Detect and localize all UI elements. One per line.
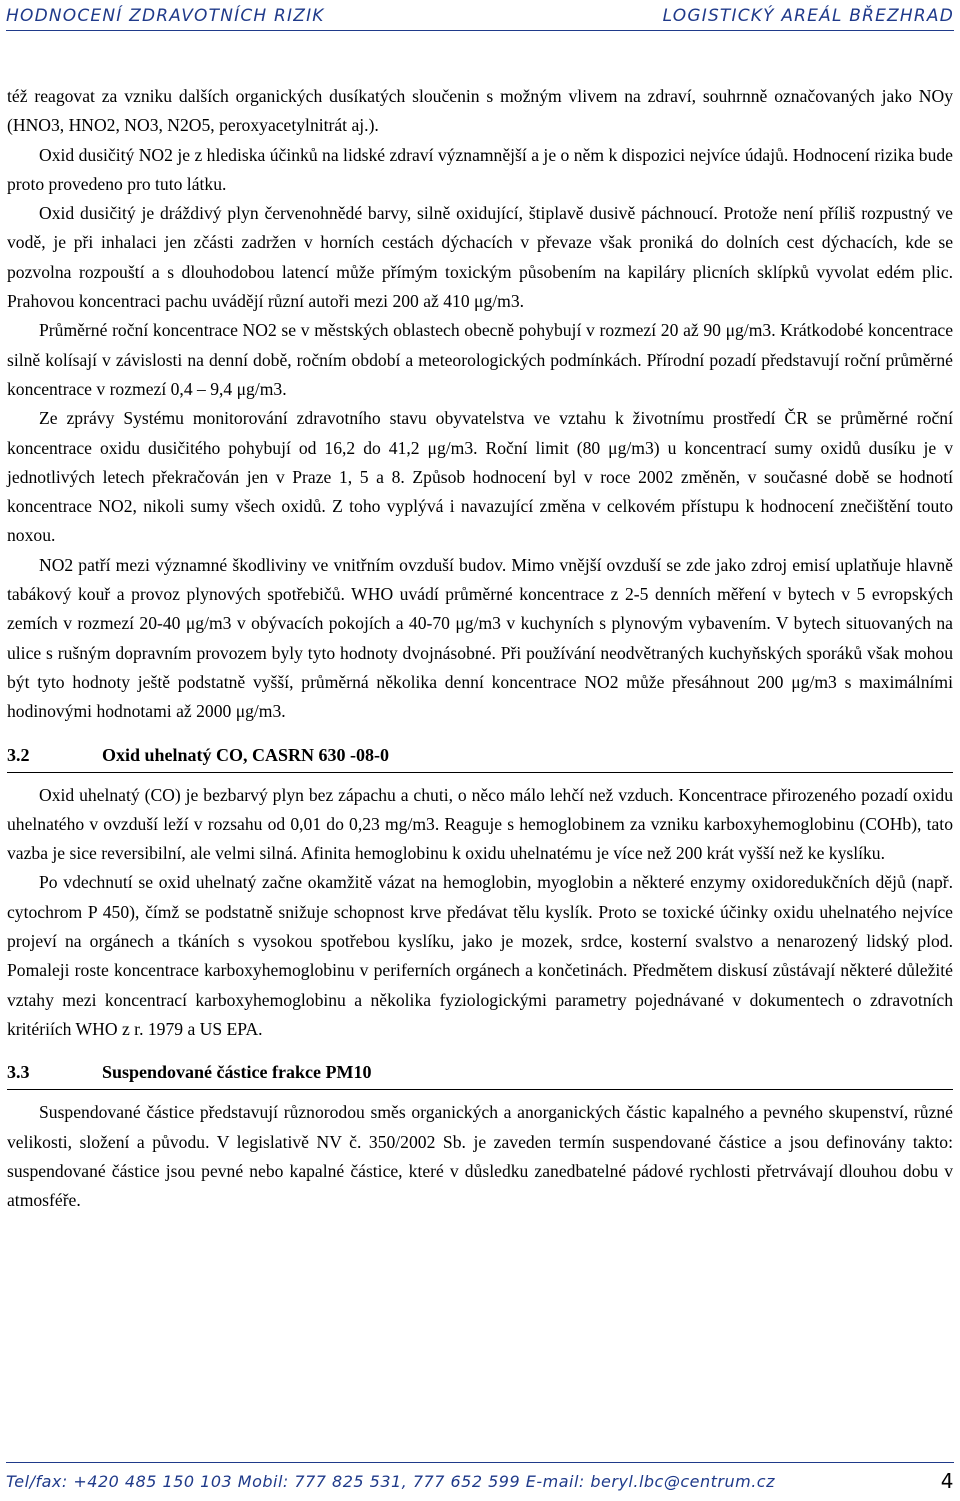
section-3-2-paragraph-2: Po vdechnutí se oxid uhelnatý začne okamžitě vázat na hemoglobin, myoglobin a některé enzymy oxidoredukčních dějů (např. cytochrom P 450), čímž se podstatně snižuje schopnost krve předávat tělu kyslík. Proto se toxické účinky oxidu uhelnatého nejvíce projeví na orgánech a tkáních s vysokou spotřebou kyslíku, jako je mozek, srdce, kosterní svalstvo a nenarozený lidský plod. Pomaleji roste koncentrace karboxyhemoglobinu v periferních orgánech a končetinách. Předmětem diskusí zůstávají některé důležité vztahy mezi koncentrací karboxyhemoglobinu a několika fyziologickými parametry pojednávané v dokumentech o zdravotních kritériích WHO z r. 1979 a US EPA.	[7, 872, 953, 1039]
paragraph-6: NO2 patří mezi významné škodliviny ve vnitřním ovzduší budov. Mimo vnější ovzduší se zde jako zdroj emisí uplatňuje hlavně tabákový kouř a provoz plynových spotřebičů. WHO uvádí průměrné koncentrace z 2-5 denních měření v bytech v 5 evropských zemích v rozmezí 20-40 μg/m3 v obývacích pokojích a 40-70 μg/m3 v kuchyních s plynovým vybavením. V bytech situovaných na ulice s rušným dopravním provozem byly tyto hodnoty dvojnásobné. Při používání neodvětraných kuchyňských sporáků však mohou být tyto hodnoty ještě podstatně vyšší, průměrná několika denní koncentrace NO2 může přesáhnout 200 μg/m3 s maximálními hodinovými hodnotami až 2000 μg/m3.	[7, 554, 953, 722]
paragraph-3: Oxid dusičitý je dráždivý plyn červenohnědé barvy, silně oxidující, štiplavě dusivě páchnoucí. Protože není příliš rozpustný ve vodě, je při inhalaci jen zčásti zadržen v horních cestách dýchacích v převaze však proniká do dolních cest dýchacích, kde se pozvolna rozpouští a s dlouhodobou latencí může přímým toxickým působením na kapiláry plicních sklípků vyvolat edém plic. Prahovou koncentraci pachu uvádějí různí autoři mezi 200 až 410 μg/m3.	[7, 203, 953, 312]
paragraph-2: Oxid dusičitý NO2 je z hlediska účinků na lidské zdraví významnější a je o něm k dispozici nejvíce údajů. Hodnocení rizika bude proto provedeno pro tuto látku.	[7, 144, 953, 194]
paragraph-1: též reagovat za vzniku dalších organických dusíkatých sloučenin s možným vlivem na zdraví, souhrnně označovaných jako NOy (HNO3, HNO2, NO3, N2O5, peroxyacetylnitrát aj.).	[7, 86, 953, 136]
section-title: Suspendované částice frakce PM10	[102, 1062, 372, 1083]
section-title: Oxid uhelnatý CO, CASRN 630 -08-0	[102, 744, 390, 765]
section-number: 3.2	[7, 744, 30, 765]
paragraph-5: Ze zprávy Systému monitorování zdravotního stavu obyvatelstva ve vztahu k životnímu prostředí ČR se průměrné roční koncentrace oxidu dusičitého pohybují od 16,2 do 41,2 μg/m3. Roční limit (80 μg/m3) u koncentrací sumy oxidů dusíku je v jednotlivých letech překračován jen v Praze 1, 5 a 8. Způsob hodnocení byl v roce 2002 změněn, v současné době se hodnotí koncentrace NO2, nikoli sumy všech oxidů. Z toho vyplývá i navazující změna v celkovém přístupu k hodnocení znečištění touto noxou.	[7, 408, 953, 546]
section-heading-3-3	[7, 1058, 953, 1087]
page-footer	[6, 1462, 954, 1499]
page-header	[6, 2, 954, 31]
header-left: HODNOCENÍ ZDRAVOTNÍCH RIZIK	[6, 6, 325, 26]
paragraph-4: Průměrné roční koncentrace NO2 se v městských oblastech obecně pohybují v rozmezí 20 až 90 μg/m3. Krátkodobé koncentrace silně kolísají v závislosti na denní době, ročním období a meteorologických podmínkách. Přírodní pozadí představují roční průměrné koncentrace v rozmezí 0,4 – 9,4 μg/m3.	[7, 320, 953, 399]
section-heading-3-2	[7, 741, 953, 770]
section-3-2-paragraph-1: Oxid uhelnatý (CO) je bezbarvý plyn bez zápachu a chuti, o něco málo lehčí než vzduch. Koncentrace přirozeného pozadí oxidu uhelnatého v ovzduší leží v rozsahu od 0,01 do 0,23 mg/m3. Reaguje s hemoglobinem za vzniku karboxyhemoglobinu (COHb), tato vazba je sice reversibilní, ale velmi silná. Afinita hemoglobinu k oxidu uhelnatému je více než 200 krát vyšší než ke kyslíku.	[7, 784, 953, 864]
document-body	[7, 82, 953, 1215]
section-rule	[7, 772, 953, 773]
section-number: 3.3	[7, 1062, 30, 1083]
header-right: LOGISTICKÝ AREÁL BŘEZHRAD	[662, 6, 954, 26]
section-3-3-paragraph-1: Suspendované částice představují různorodou směs organických a anorganických částic kapalného a pevného skupenství, různé velikosti, složení a původu. V legislativě NV č. 350/2002 Sb. je zaveden termín suspendované částice a jsou definovány takto: suspendované částice jsou pevné nebo kapalné částice, které v důsledku zanedbatelné pádové rychlosti přetrvávají dlouhou dobu v atmosféře.	[7, 1102, 953, 1211]
page-number: 4	[940, 1469, 954, 1493]
section-rule	[7, 1089, 953, 1090]
footer-contact: Tel/fax: +420 485 150 103 Mobil: 777 825 531, 777 652 599 E-mail: beryl.lbc@centrum.cz	[6, 1471, 775, 1491]
